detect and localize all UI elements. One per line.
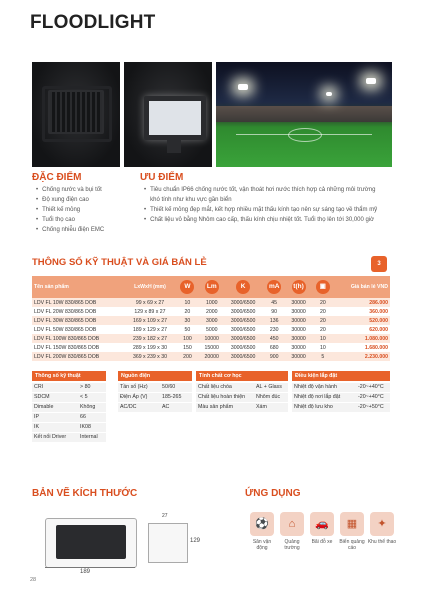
list-item: • Chống nhiễu điện EMC <box>36 227 105 233</box>
billboard-icon: ▦ <box>340 512 364 536</box>
table-cell: 369 x 239 x 30 <box>125 352 176 361</box>
list-item: • Thiết kế mỏng đẹp mắt, kết hợp nhiều mặt thấu kính tạo nên sự sáng tạo về thẩm mỹ <box>144 207 378 213</box>
list-item: • Tuổi thọ cao <box>36 217 75 223</box>
product-photos <box>32 62 392 167</box>
table-row <box>32 334 390 343</box>
table-cell: 3000 <box>199 316 224 325</box>
price-cell: 2.230.000 <box>335 352 390 361</box>
parking-icon: 🚗 <box>310 512 334 536</box>
list-item: • Thiết kế mỏng <box>36 207 81 213</box>
price-cell: 1.680.000 <box>335 343 390 352</box>
table-row <box>32 325 390 334</box>
list-item: • Tiêu chuẩn IP66 chống nước tốt, vận thoát hơi nước thích hợp cả những môi trường <box>144 187 376 193</box>
price-cell: 286.000 <box>335 298 390 307</box>
spec-row <box>32 413 106 422</box>
list-item: • Chất liệu vỏ bằng Nhôm cao cấp, thấu kính chịu nhiệt tốt. Tuổi thọ lên tới 30,000 giờ <box>144 217 375 223</box>
spec-row <box>32 393 106 402</box>
spec-value: Xám <box>256 404 267 410</box>
depth-dimension: 27 <box>162 513 168 519</box>
table-cell: 680 <box>262 343 286 352</box>
install-heading: Điều kiện lắp đặt <box>292 371 390 381</box>
table-cell: 900 <box>262 352 286 361</box>
spec-value: Nhôm đúc <box>256 394 281 400</box>
width-line <box>45 567 135 568</box>
page-number: 28 <box>30 577 37 583</box>
drawing-title: BẢN VẼ KÍCH THƯỚC <box>32 488 138 499</box>
table-cell: 10 <box>175 298 199 307</box>
application-label: Sân vận động <box>252 539 272 551</box>
table-cell: 30 <box>175 316 199 325</box>
table-cell: 189 x 129 x 27 <box>125 325 176 334</box>
spec-section-title: THÔNG SỐ KỸ THUẬT VÀ GIÁ BÁN LẺ <box>32 257 207 268</box>
watt-icon: W <box>180 280 194 294</box>
table-cell: 3000/6500 <box>224 343 262 352</box>
table-cell: 2000 <box>199 307 224 316</box>
current-icon: mA <box>267 280 281 294</box>
table-cell: 3000/6500 <box>224 334 262 343</box>
power-heading: Nguồn điện <box>118 371 192 381</box>
table-cell: 5 <box>311 352 335 361</box>
applications-title: ỨNG DỤNG <box>245 488 301 499</box>
application-label: Quảng trường <box>284 539 300 551</box>
application-label: Khu thể thao <box>367 539 397 545</box>
list-item: • Độ xung điện cao <box>36 197 89 203</box>
price-cell: 1.080.000 <box>335 334 390 343</box>
spec-label: Màu sản phẩm <box>198 404 234 410</box>
list-item: khó tính như khu vực gần biển <box>150 197 232 203</box>
table-cell: 129 x 89 x 27 <box>125 307 176 316</box>
list-item: • Chống nước và bụi tốt <box>36 187 102 193</box>
table-cell: 3000/6500 <box>224 352 262 361</box>
table-row <box>32 307 390 316</box>
mech-heading: Tính chất cơ học <box>196 371 288 381</box>
features-list <box>36 185 104 235</box>
spec-value: AL + Glass <box>256 384 282 390</box>
table-cell: 450 <box>262 334 286 343</box>
table-cell: 10 <box>311 343 335 352</box>
spec-value: 185-265 <box>162 394 182 400</box>
spec-label: CRI <box>34 384 44 390</box>
spec-label: Kết nối Driver <box>34 434 67 440</box>
plaza-icon: ⌂ <box>280 512 304 536</box>
product-name-cell: LDV FL 10W 830/865 DOB <box>32 298 125 307</box>
spec-label: SDCM <box>34 394 50 400</box>
product-name-cell: LDV FL 30W 830/865 DOB <box>32 316 125 325</box>
spec-row <box>196 393 288 402</box>
table-cell: 90 <box>262 307 286 316</box>
product-name-cell: LDV FL 20W 830/865 DOB <box>32 307 125 316</box>
table-cell: 30000 <box>286 334 311 343</box>
table-cell: 20 <box>311 307 335 316</box>
stadium-icon: ⚽ <box>250 512 274 536</box>
table-cell: 15000 <box>199 343 224 352</box>
spec-value: 50/60 <box>162 384 176 390</box>
spec-row <box>118 393 192 402</box>
table-cell: 3000/6500 <box>224 298 262 307</box>
col-price: Giá bán lẻ VND <box>335 276 390 298</box>
spec-row <box>292 383 390 392</box>
spec-value: Không <box>80 404 96 410</box>
mech-block <box>196 371 288 413</box>
spec-value: IK08 <box>80 424 91 430</box>
spec-label: Điện Áp (V) <box>120 394 148 400</box>
col-dimensions: LxWxH (mm) <box>125 276 176 298</box>
spec-row <box>32 433 106 442</box>
page-title: FLOODLIGHT <box>30 12 156 33</box>
table-cell: 20 <box>311 325 335 334</box>
lifetime-icon: t(h) <box>292 280 306 294</box>
floodlight-back-photo <box>32 62 120 167</box>
warranty-badge: 3 <box>371 256 387 272</box>
spec-label: IP <box>34 414 40 420</box>
spec-row <box>196 383 288 392</box>
table-cell: 50 <box>175 325 199 334</box>
spec-row <box>32 383 106 392</box>
table-cell: 30000 <box>286 307 311 316</box>
spec-label: Chất liệu hoàn thiện <box>198 394 246 400</box>
col-product-name: Tên sản phẩm <box>32 276 125 298</box>
spec-value: -20~+40°C <box>358 394 384 400</box>
tech-spec-block <box>32 371 106 443</box>
col-kelvin <box>224 276 262 298</box>
table-cell: 10 <box>311 334 335 343</box>
price-cell: 360.000 <box>335 307 390 316</box>
table-cell: 1000 <box>199 298 224 307</box>
power-block <box>118 371 192 413</box>
table-cell: 30000 <box>286 343 311 352</box>
spec-row <box>32 403 106 412</box>
table-cell: 289 x 199 x 30 <box>125 343 176 352</box>
table-cell: 30000 <box>286 316 311 325</box>
application-label: Biển quảng cáo <box>339 539 365 551</box>
height-dimension: 129 <box>190 538 201 544</box>
table-cell: 30000 <box>286 298 311 307</box>
spec-label: Dimable <box>34 404 54 410</box>
table-cell: 30000 <box>286 352 311 361</box>
table-cell: 200 <box>175 352 199 361</box>
col-packing <box>311 276 335 298</box>
table-cell: 20000 <box>199 352 224 361</box>
col-lumen <box>199 276 224 298</box>
spec-row <box>292 393 390 402</box>
product-name-cell: LDV FL 50W 830/865 DOB <box>32 325 125 334</box>
spec-value: > 80 <box>80 384 91 390</box>
spec-row <box>292 403 390 412</box>
stadium-photo <box>216 62 392 167</box>
table-row <box>32 298 390 307</box>
col-watt <box>175 276 199 298</box>
spec-row <box>32 423 106 432</box>
box-icon: ▣ <box>316 280 330 294</box>
spec-value: 66 <box>80 414 86 420</box>
advantages-list <box>144 185 394 225</box>
table-cell: 30000 <box>286 325 311 334</box>
spec-row <box>118 383 192 392</box>
table-cell: 239 x 182 x 27 <box>125 334 176 343</box>
spec-label: AC/DC <box>120 404 137 410</box>
table-cell: 10000 <box>199 334 224 343</box>
table-cell: 100 <box>175 334 199 343</box>
product-name-cell: LDV FL 150W 830/865 DOB <box>32 343 125 352</box>
spec-row <box>196 403 288 412</box>
spec-label: Tần số (Hz) <box>120 384 148 390</box>
spec-value: < 5 <box>80 394 88 400</box>
table-cell: 20 <box>311 298 335 307</box>
product-name-cell: LDV FL 200W 830/865 DOB <box>32 352 125 361</box>
tech-spec-heading: Thông số kỹ thuật <box>32 371 106 381</box>
width-dimension: 189 <box>80 569 91 575</box>
application-label: Bãi đỗ xe <box>311 539 333 545</box>
spec-price-table <box>32 276 390 361</box>
table-cell: 3000/6500 <box>224 316 262 325</box>
table-row <box>32 316 390 325</box>
table-cell: 3000/6500 <box>224 307 262 316</box>
lumen-icon: Lm <box>205 280 219 294</box>
table-cell: 150 <box>175 343 199 352</box>
spec-label: Nhiệt độ lưu kho <box>294 404 333 410</box>
spec-label: Nhiệt độ nơi lắp đặt <box>294 394 341 400</box>
dimension-drawing-front <box>45 518 137 568</box>
spec-label: Chất liệu chóa <box>198 384 232 390</box>
advantages-heading: ƯU ĐIỂM <box>140 172 184 183</box>
table-cell: 20 <box>311 316 335 325</box>
sports-icon: ✦ <box>370 512 394 536</box>
spec-value: AC <box>162 404 170 410</box>
price-cell: 520.000 <box>335 316 390 325</box>
kelvin-icon: K <box>236 280 250 294</box>
table-row <box>32 352 390 361</box>
table-row <box>32 343 390 352</box>
dimension-drawing-side <box>148 523 188 563</box>
features-heading: ĐẶC ĐIỂM <box>32 172 82 183</box>
price-cell: 620.000 <box>335 325 390 334</box>
table-cell: 99 x 69 x 27 <box>125 298 176 307</box>
table-cell: 230 <box>262 325 286 334</box>
spec-label: Nhiệt độ vận hành <box>294 384 337 390</box>
col-current <box>262 276 286 298</box>
spec-label: IK <box>34 424 40 430</box>
col-lifetime <box>286 276 311 298</box>
spec-row <box>118 403 192 412</box>
spec-value: -20~+40°C <box>358 384 384 390</box>
table-cell: 20 <box>175 307 199 316</box>
table-cell: 5000 <box>199 325 224 334</box>
table-cell: 45 <box>262 298 286 307</box>
table-cell: 136 <box>262 316 286 325</box>
spec-value: -20~+50°C <box>358 404 384 410</box>
product-name-cell: LDV FL 100W 830/865 DOB <box>32 334 125 343</box>
table-cell: 3000/6500 <box>224 325 262 334</box>
table-cell: 169 x 109 x 27 <box>125 316 176 325</box>
spec-value: Internal <box>80 434 98 440</box>
floodlight-front-photo <box>124 62 212 167</box>
install-block <box>292 371 390 413</box>
